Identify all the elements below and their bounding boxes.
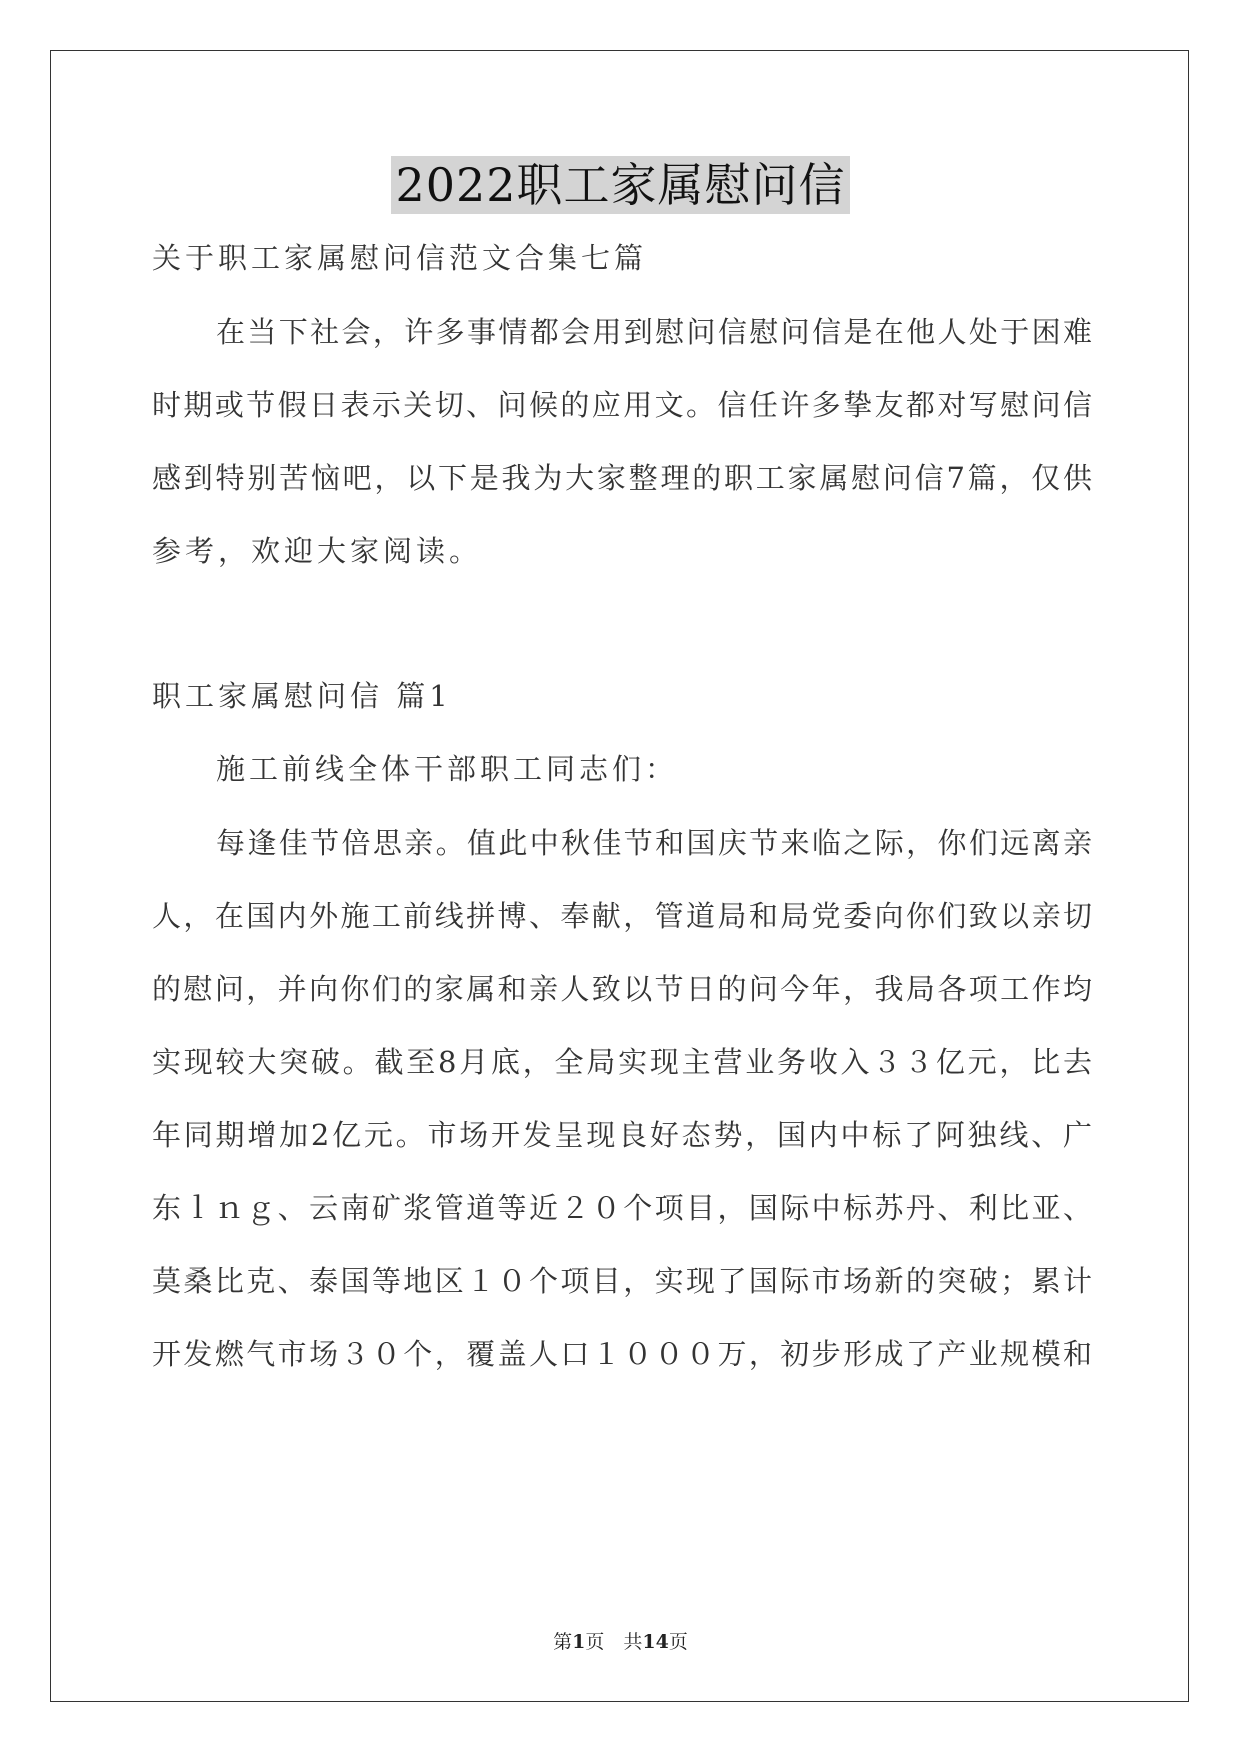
section-heading: 职工家属慰问信 篇1 <box>152 679 452 713</box>
document-subtitle: 关于职工家属慰问信范文合集七篇 <box>152 241 648 275</box>
body-line: 的慰问，并向你们的家属和亲人致以节日的问今年，我局各项工作均 <box>152 972 1092 1006</box>
footer-mid: 页 共 <box>585 1631 643 1653</box>
body-line: 每逢佳节倍思亲。值此中秋佳节和国庆节来临之际，你们远离亲 <box>216 826 1092 860</box>
document-title: 2022职工家属慰问信 <box>391 156 849 214</box>
body-line: 东ｌｎｇ、云南矿浆管道等近２０个项目，国际中标苏丹、利比亚、 <box>152 1191 1092 1225</box>
title-block <box>0 156 1241 214</box>
intro-line: 时期或节假日表示关切、问候的应用文。信任许多挚友都对写慰问信 <box>152 388 1092 422</box>
intro-line: 在当下社会，许多事情都会用到慰问信慰问信是在他人处于困难 <box>216 315 1092 349</box>
footer-prefix: 第 <box>553 1631 573 1653</box>
body-line: 开发燃气市场３０个，覆盖人口１０００万，初步形成了产业规模和 <box>152 1337 1092 1371</box>
salutation: 施工前线全体干部职工同志们： <box>216 752 679 786</box>
footer-total-pages: 14 <box>642 1631 669 1653</box>
body-line: 莫桑比克、泰国等地区１０个项目，实现了国际市场新的突破；累计 <box>152 1264 1092 1298</box>
body-line: 年同期增加2亿元。市场开发呈现良好态势，国内中标了阿独线、广 <box>152 1118 1092 1152</box>
page-footer <box>0 1627 1241 1654</box>
body-line: 实现较大突破。截至8月底，全局实现主营业务收入３３亿元，比去 <box>152 1045 1092 1079</box>
body-line: 人，在国内外施工前线拼博、奉献，管道局和局党委向你们致以亲切 <box>152 899 1092 933</box>
intro-line: 感到特别苦恼吧，以下是我为大家整理的职工家属慰问信7篇，仅供 <box>152 461 1092 495</box>
page-border <box>50 50 1189 1702</box>
footer-page-number: 1 <box>572 1631 586 1653</box>
footer-suffix: 页 <box>668 1631 688 1653</box>
intro-line: 参考，欢迎大家阅读。 <box>152 534 483 568</box>
